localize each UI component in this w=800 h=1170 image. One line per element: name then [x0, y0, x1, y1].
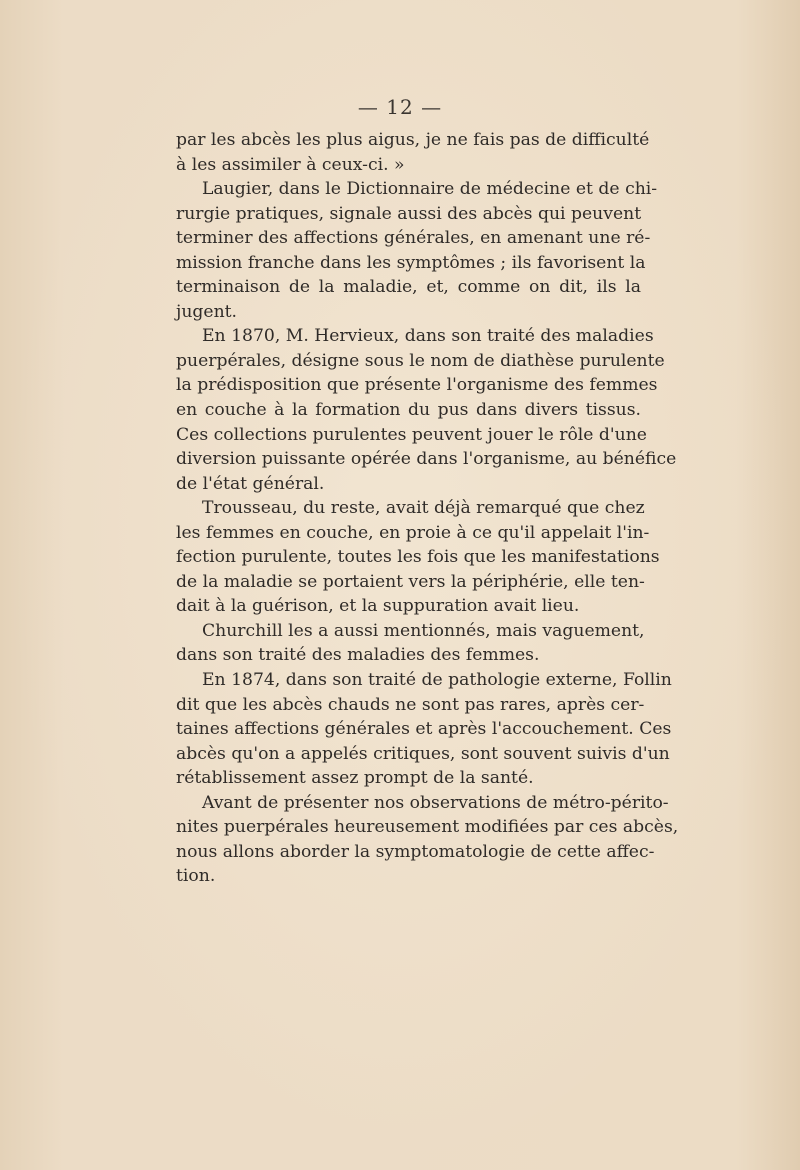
text-line: par les abcès les plus aigus, je ne fais pas de difficulté [176, 130, 650, 150]
text-line: Churchill les a aussi mentionnés, mais vaguement, [202, 620, 645, 641]
text-line: rétablissement assez prompt de la santé. [176, 768, 534, 789]
text-line: la prédisposition que présente l'organisme des femmes [176, 375, 658, 396]
text-line: puerpérales, désigne sous le nom de diathèse purulente [176, 350, 665, 371]
text-line: terminer des affections générales, en amenant une ré- [176, 228, 651, 249]
text-line: dans son traité des maladies des femmes. [176, 645, 540, 666]
text-line: nous allons aborder la symptomatologie de cette affec- [176, 841, 655, 862]
text-line: Avant de présenter nos observations de métro-périto- [202, 792, 669, 813]
text-line: En 1874, dans son traité de pathologie externe, Follin [202, 670, 672, 691]
text-line: diversion puissante opérée dans l'organisme, au bénéfice [176, 449, 677, 470]
text-line: fection purulente, toutes les fois que les manifestations [176, 547, 660, 568]
page-number: — 12 — [357, 95, 443, 119]
text-line: nites puerpérales heureusement modifiées par ces abcès, [176, 817, 679, 838]
text-line: abcès qu'on a appelés critiques, sont souvent suivis d'un [176, 743, 670, 764]
text-line: Ces collections purulentes peuvent jouer le rôle d'une [176, 424, 647, 445]
text-line: terminaison de la maladie, et, comme on dit, ils la [176, 277, 641, 298]
text-line: rurgie pratiques, signale aussi des abcès qui peuvent [176, 203, 642, 224]
text-line: Laugier, dans le Dictionnaire de médecine et de chi- [202, 179, 658, 200]
text-line: de l'état général. [176, 473, 325, 494]
text-line: de la maladie se portaient vers la périphérie, elle ten- [176, 571, 645, 592]
text-line: en couche à la formation du pus dans divers tissus. [176, 400, 641, 421]
text-line: les femmes en couche, en proie à ce qu'il appelait l'in- [176, 522, 650, 543]
text-line: jugent. [176, 301, 238, 322]
text-line: dit que les abcès chauds ne sont pas rares, après cer- [176, 694, 645, 715]
text-line: mission franche dans les symptômes ; ils favorisent la [176, 252, 646, 273]
text-line: à les assimiler à ceux-ci. » [176, 154, 405, 175]
text-line: tion. [176, 866, 216, 887]
body-text [176, 128, 679, 889]
text-line: taines affections générales et après l'accouchement. Ces [176, 719, 672, 740]
text-line: Trousseau, du reste, avait déjà remarqué que chez [202, 498, 645, 519]
text-line: En 1870, M. Hervieux, dans son traité des maladies [202, 326, 654, 347]
text-line: dait à la guérison, et la suppuration avait lieu. [176, 596, 580, 617]
